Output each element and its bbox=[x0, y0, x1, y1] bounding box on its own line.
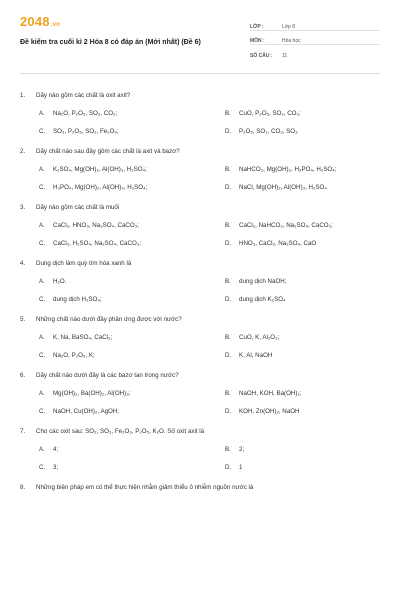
question-list bbox=[20, 74, 380, 491]
question-text: Dãy nào gồm các chất là oxit axit? bbox=[36, 92, 131, 99]
meta-label: LỚP : bbox=[250, 24, 264, 30]
option-letter: C. bbox=[39, 184, 46, 191]
answer-options bbox=[20, 110, 380, 135]
answer-option[interactable] bbox=[225, 184, 395, 191]
option-text: P₂O₅, SO₂, CO₂, SO₃ bbox=[239, 128, 298, 135]
option-text: 1 bbox=[239, 464, 243, 471]
question-text-row bbox=[20, 316, 380, 323]
option-text: NaCl, Mg(OH)₂, Al(OH)₃, H₂SO₄ bbox=[239, 184, 327, 191]
site-logo[interactable] bbox=[20, 14, 250, 29]
question-text: Dãy nào gồm các chất là muối bbox=[36, 204, 120, 211]
option-letter: A. bbox=[39, 446, 45, 453]
option-text: CaCl₂, NaHCO₃, Na₂SO₄, CaCO₃; bbox=[239, 222, 333, 229]
answer-option[interactable] bbox=[225, 334, 395, 341]
answer-options bbox=[20, 222, 380, 247]
question-text-row bbox=[20, 372, 380, 379]
option-letter: B. bbox=[225, 390, 231, 397]
question-text: Những biện pháp em có thể thực hiện nhằm giảm thiểu ô nhiễm nguồn nước là bbox=[36, 484, 254, 491]
header-left bbox=[20, 14, 250, 73]
answer-option[interactable] bbox=[39, 166, 225, 173]
option-text: K₂SO₄, Mg(OH)₂, Al(OH)₃, H₂SO₄; bbox=[53, 166, 147, 173]
meta-row-subject bbox=[250, 31, 380, 45]
answer-option[interactable] bbox=[225, 352, 395, 359]
option-letter: A. bbox=[39, 166, 45, 173]
question-5 bbox=[20, 316, 380, 359]
answer-option[interactable] bbox=[225, 128, 395, 135]
option-letter: D. bbox=[225, 296, 232, 303]
option-text: SO₃, P₂O₅, SO₂, Fe₂O₃; bbox=[53, 128, 119, 135]
option-text: Na₂O, P₂O₅, SO₃, CO₂; bbox=[53, 110, 118, 117]
answer-option[interactable] bbox=[225, 408, 395, 415]
option-letter: C. bbox=[39, 240, 46, 247]
question-1 bbox=[20, 92, 380, 135]
option-text: H₃PO₄, Mg(OH)₂, Al(OH)₃, H₂SO₄; bbox=[53, 184, 148, 191]
option-letter: C. bbox=[39, 352, 46, 359]
answer-option[interactable] bbox=[39, 240, 225, 247]
answer-option[interactable] bbox=[39, 334, 225, 341]
option-text: CaCl₂, HNO₃, Na₂SO₄, CaCO₃; bbox=[53, 222, 139, 229]
answer-option[interactable] bbox=[39, 352, 225, 359]
option-letter: C. bbox=[39, 296, 46, 303]
option-text: dung dịch NaOH; bbox=[239, 278, 287, 285]
question-3 bbox=[20, 204, 380, 247]
question-text-row bbox=[20, 204, 380, 211]
question-number: 5. bbox=[20, 316, 26, 323]
option-letter: A. bbox=[39, 222, 45, 229]
meta-value: 11 bbox=[282, 53, 288, 59]
option-letter: C. bbox=[39, 408, 46, 415]
option-letter: B. bbox=[225, 278, 231, 285]
answer-option[interactable] bbox=[225, 278, 395, 285]
question-text-row bbox=[20, 428, 380, 435]
answer-options bbox=[20, 446, 380, 471]
answer-option[interactable] bbox=[39, 128, 225, 135]
option-text: CaCl₂, H₂SO₄, Na₂SO₄, CaCO₃; bbox=[53, 240, 142, 247]
option-text: dung dịch H₂SO₄; bbox=[53, 296, 102, 303]
option-text: 4; bbox=[53, 446, 59, 453]
answer-option[interactable] bbox=[39, 446, 225, 453]
question-text: Những chất nào dưới đây phản ứng được với nước? bbox=[36, 316, 182, 323]
meta-label: MÔN : bbox=[250, 38, 265, 44]
question-7 bbox=[20, 428, 380, 471]
answer-options bbox=[20, 166, 380, 191]
meta-value: Hóa học bbox=[282, 38, 301, 44]
option-text: K, Na, BaSO₄, CaCl₂; bbox=[53, 334, 113, 341]
answer-option[interactable] bbox=[39, 222, 225, 229]
meta-label: SỐ CÂU : bbox=[250, 53, 273, 59]
question-number: 2. bbox=[20, 148, 26, 155]
option-letter: A. bbox=[39, 110, 45, 117]
option-letter: D. bbox=[225, 464, 232, 471]
meta-value: Lớp 8 bbox=[282, 24, 296, 30]
meta-row-class bbox=[250, 17, 380, 31]
question-8 bbox=[20, 484, 380, 491]
option-letter: A. bbox=[39, 334, 45, 341]
option-letter: B. bbox=[225, 166, 231, 173]
question-text: Dung dịch làm quỳ tím hóa xanh là bbox=[36, 260, 132, 267]
question-text-row bbox=[20, 260, 380, 267]
meta-row-question-count bbox=[250, 45, 380, 59]
meta-table bbox=[250, 14, 380, 73]
option-text: CuO, P₂O₅, SO₂, CO₂; bbox=[239, 110, 301, 117]
option-text: KOH, Zn(OH)₂, NaOH bbox=[239, 408, 300, 415]
option-text: NaHCO₃, Mg(OH)₂, H₃PO₄, H₂SO₄; bbox=[239, 166, 337, 173]
question-number: 8. bbox=[20, 484, 26, 491]
answer-option[interactable] bbox=[39, 296, 225, 303]
option-text: Mg(OH)₂, Ba(OH)₂, Al(OH)₃; bbox=[53, 390, 131, 397]
option-text: NaOH, Cu(OH)₂, AgOH; bbox=[53, 408, 120, 415]
option-text: K, Al, NaOH bbox=[239, 352, 273, 359]
answer-option[interactable] bbox=[39, 278, 225, 285]
option-text: H₂O. bbox=[53, 278, 67, 285]
option-letter: D. bbox=[225, 128, 232, 135]
question-text-row bbox=[20, 148, 380, 155]
option-text: dung dịch K₂SO₄ bbox=[239, 296, 286, 303]
option-text: Na₂O, P₂O₅, K; bbox=[53, 352, 95, 359]
option-letter: D. bbox=[225, 184, 232, 191]
question-2 bbox=[20, 148, 380, 191]
option-letter: D. bbox=[225, 408, 232, 415]
question-text: Dãy chất nào sau đây gồm các chất là axit và bazơ? bbox=[36, 148, 180, 155]
option-letter: B. bbox=[225, 446, 231, 453]
question-number: 1. bbox=[20, 92, 26, 99]
answer-option[interactable] bbox=[39, 390, 225, 397]
question-text: Cho các oxit sau: SO₂, SO₃, Fe₂O₃, P₂O₅, K₂O. Số oxit axit là bbox=[36, 428, 205, 435]
logo-suffix: .vn bbox=[50, 22, 61, 28]
question-4 bbox=[20, 260, 380, 303]
answer-options bbox=[20, 390, 380, 415]
header bbox=[20, 14, 380, 74]
answer-option[interactable] bbox=[225, 390, 395, 397]
answer-option[interactable] bbox=[39, 464, 225, 471]
option-text: CuO, K, Al₂O₃; bbox=[239, 334, 280, 341]
option-letter: D. bbox=[225, 240, 232, 247]
answer-option[interactable] bbox=[225, 464, 395, 471]
question-number: 3. bbox=[20, 204, 26, 211]
answer-option[interactable] bbox=[225, 110, 395, 117]
document-title: Đề kiểm tra cuối kì 2 Hóa 8 có đáp án (Mới nhất) (Đề 6) bbox=[20, 39, 201, 46]
answer-option[interactable] bbox=[225, 446, 395, 453]
option-letter: B. bbox=[225, 222, 231, 229]
answer-option[interactable] bbox=[39, 110, 225, 117]
question-text-row bbox=[20, 484, 380, 491]
option-text: 2; bbox=[239, 446, 245, 453]
logo-text: 2048 bbox=[20, 14, 50, 29]
option-letter: A. bbox=[39, 278, 45, 285]
question-text-row bbox=[20, 92, 380, 99]
answer-options bbox=[20, 334, 380, 359]
option-letter: B. bbox=[225, 334, 231, 341]
option-letter: C. bbox=[39, 128, 46, 135]
answer-option[interactable] bbox=[225, 166, 395, 173]
answer-option[interactable] bbox=[225, 240, 395, 247]
option-letter: B. bbox=[225, 110, 231, 117]
question-text: Dãy chất nào dưới đây là các bazơ tan trong nước? bbox=[36, 372, 179, 379]
answer-option[interactable] bbox=[225, 296, 395, 303]
option-text: HNO₃, CaCl₂, Na₂SO₄, CaO bbox=[239, 240, 317, 247]
question-number: 6. bbox=[20, 372, 26, 379]
answer-options bbox=[20, 278, 380, 303]
answer-option[interactable] bbox=[39, 408, 225, 415]
question-6 bbox=[20, 372, 380, 415]
option-letter: A. bbox=[39, 390, 45, 397]
answer-option[interactable] bbox=[225, 222, 395, 229]
question-number: 7. bbox=[20, 428, 26, 435]
option-text: NaOH, KOH, Ba(OH)₂; bbox=[239, 390, 302, 397]
question-number: 4. bbox=[20, 260, 26, 267]
option-text: 3; bbox=[53, 464, 59, 471]
option-letter: C. bbox=[39, 464, 46, 471]
answer-option[interactable] bbox=[39, 184, 225, 191]
option-letter: D. bbox=[225, 352, 232, 359]
